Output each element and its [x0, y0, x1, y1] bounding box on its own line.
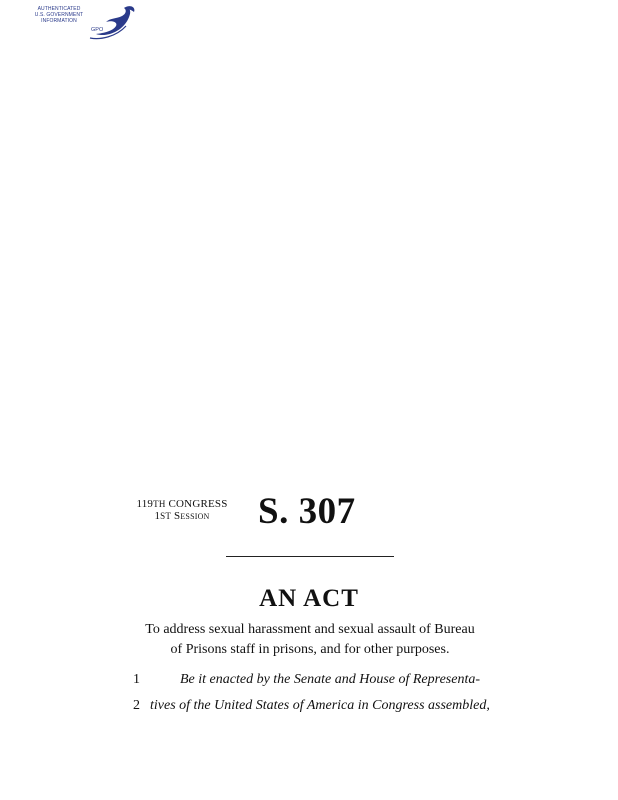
enacting-clause-line-2	[0, 694, 618, 718]
session-number: 1	[154, 510, 161, 522]
purpose-line-1: To address sexual harassment and sexual assault of Bureau	[145, 622, 475, 637]
seal-text-line-1: AUTHENTICATED	[37, 6, 81, 12]
line-text: tives of the United States of America in Congress assembled,	[150, 698, 490, 713]
congress-number: 119	[136, 498, 154, 510]
enacting-clause-line-1	[0, 668, 618, 692]
eagle-icon	[86, 4, 140, 40]
line-number: 2	[133, 698, 140, 713]
gpo-authentication-seal	[20, 4, 120, 40]
session-word: Session	[174, 510, 210, 522]
seal-gpo-label: GPO	[91, 27, 104, 33]
congress-session-block	[122, 498, 242, 522]
congress-line	[122, 498, 242, 510]
bill-number: S. 307	[258, 491, 356, 532]
session-suffix: ST	[160, 511, 172, 521]
congress-suffix: TH	[153, 499, 166, 509]
purpose-line-2: of Prisons staff in prisons, and for other purposes.	[170, 642, 450, 657]
line-number: 1	[133, 672, 140, 687]
seal-text-line-2: U.S. GOVERNMENT	[34, 12, 84, 18]
line-text: Be it enacted by the Senate and House of Representa-	[180, 672, 480, 687]
horizontal-rule	[226, 556, 394, 557]
act-heading: AN ACT	[259, 585, 359, 612]
seal-text-line-3: INFORMATION	[41, 18, 77, 24]
purpose-statement	[120, 620, 500, 660]
session-line	[122, 510, 242, 522]
congress-word: CONGRESS	[168, 498, 228, 510]
